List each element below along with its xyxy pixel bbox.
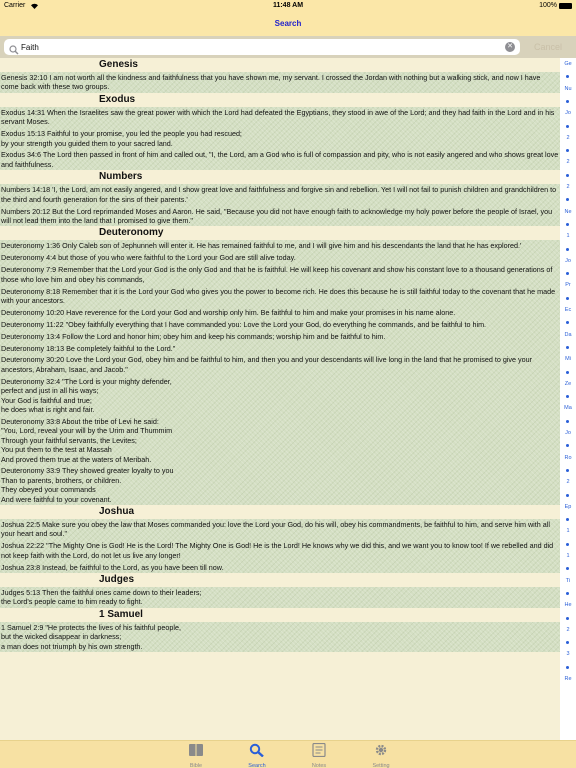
index-letter[interactable]: 1 [566,233,570,240]
index-dot[interactable] [566,444,569,447]
index-letter[interactable]: Ne [564,208,572,215]
carrier-label: Carrier [4,2,26,9]
index-dot[interactable] [566,198,569,201]
index-letter[interactable]: Ti [565,577,571,584]
verse-result[interactable]: Exodus 14:31 When the Israelites saw the great power with which the Lord had defeated the Egyptians, they stood in awe of the Lord; and they had faith in the Lord and in his servant Moses. [1,107,555,127]
index-dot[interactable] [566,100,569,103]
tab-label: Search [248,763,266,768]
index-letter[interactable]: Ep [564,503,572,510]
tab-label: Notes [311,763,327,768]
gear-icon [351,743,411,762]
verse-result[interactable]: Genesis 32:10 I am not worth all the kindness and faithfulness that you have shown me, my servant. I crossed the Jordan with nothing but a walking stick, and now I have come back with these two groups. [1,73,541,92]
index-dot[interactable] [566,666,569,669]
book-header: Deuteronomy [0,226,560,240]
index-dot[interactable] [566,420,569,423]
index-letter[interactable]: 1 [566,528,570,535]
index-letter[interactable]: Da [564,331,572,338]
index-letter[interactable]: Ma [564,405,572,412]
index-letter[interactable]: Nu [564,85,572,92]
index-letter[interactable]: Ze [564,380,572,387]
index-letter[interactable]: 3 [566,651,570,658]
verse-result[interactable]: Exodus 15:13 Faithful to your promise, you led the people you had rescued; by your strength you guided them to your sacred land. [1,129,242,148]
book-header: Numbers [0,170,560,184]
tab-bar [0,740,576,768]
verse-result[interactable]: Deuteronomy 30:20 Love the Lord your God, obey him and be faithful to him, and then you and your descendants will live long in the land that he promised to give your ancestors, Abraham, Isaac, and Jacob." [1,355,533,374]
book-header: Judges [0,573,560,587]
index-dot[interactable] [566,469,569,472]
results-list[interactable] [0,58,560,740]
index-letter[interactable]: 1 [566,553,570,559]
section-index[interactable] [560,58,576,740]
index-letter[interactable]: Pr [565,282,571,289]
index-dot[interactable] [566,149,569,152]
verse-result[interactable]: Deuteronomy 13:4 Follow the Lord and honor him; obey him and keep his commands; worship him and be faithful to him. [1,331,386,341]
search-box[interactable] [4,39,520,55]
tab-bible[interactable] [166,741,226,768]
index-dot[interactable] [566,321,569,324]
verse-result[interactable]: Deuteronomy 18:13 Be completely faithful to the Lord." [1,343,176,353]
verse-result[interactable]: Deuteronomy 33:8 About the tribe of Levi he said: "You, Lord, reveal your will by the Urim and Thummim Through your faithful servants, the Levites; You put them to the test at Massah And proved them true at the waters of Meribah. [1,416,173,464]
search-icon [227,743,287,762]
index-letter[interactable]: Mi [565,356,571,363]
book-icon [166,743,226,762]
verse-result[interactable]: Exodus 34:6 The Lord then passed in front of him and called out, "I, the Lord, am a God who is full of compassion and pity, who is not easily angered and who shows great love and faithfulness. [1,150,559,169]
verse-result[interactable]: Joshua 22:5 Make sure you obey the law that Moses commanded you: love the Lord your God, do his will, obey his commandments, be faithful to him, and serve him with all your heart and soul." [1,520,550,539]
clock: 11:48 AM [272,2,304,9]
index-letter[interactable]: 2 [566,134,570,141]
index-dot[interactable] [566,272,569,275]
index-dot[interactable] [566,174,569,177]
index-dot[interactable] [566,518,569,521]
index-letter[interactable]: 2 [566,479,570,486]
verse-group [0,107,560,170]
index-dot[interactable] [566,617,569,620]
index-letter[interactable]: Jo [565,110,571,117]
verse-group [0,240,560,505]
verse-group [0,72,560,93]
verse-result[interactable]: Deuteronomy 33:9 They showed greater loyalty to you Than to parents, brothers, or children. They obeyed your commands And were faithful to your covenant. [1,466,174,504]
index-dot[interactable] [566,223,569,226]
verse-result[interactable]: Deuteronomy 11:22 "Obey faithfully everything that I have commanded you: Love the Lord your God, do everything he commands, and be faithful to him. [1,319,487,329]
index-dot[interactable] [566,395,569,398]
index-letter[interactable]: Jo [565,430,571,436]
tab-label: Bible [189,763,203,768]
verse-group [0,587,560,608]
search-row [0,36,576,58]
index-dot[interactable] [566,346,569,349]
tab-label: Setting [372,763,390,768]
index-letter[interactable]: He [564,602,572,609]
book-header: Exodus [0,93,560,107]
verse-result[interactable]: Numbers 20:12 But the Lord reprimanded Moses and Aaron. He said, "Because you did not have enough faith to acknowledge my holy power before the people of Israel, you will not lead them into the land that I promised to give them." [1,206,553,225]
book-header: Genesis [0,58,560,72]
index-dot[interactable] [566,592,569,595]
book-header: Joshua [0,505,560,519]
tab-search[interactable] [227,741,287,768]
tab-notes[interactable] [289,741,349,768]
verse-group [0,184,560,226]
index-letter[interactable]: Ge [564,61,572,67]
status-bar [0,0,576,12]
book-header: 1 Samuel [0,608,560,622]
verse-result[interactable]: Deuteronomy 1:36 Only Caleb son of Jephunneh will enter it. He has remained faithful to me, and I will give him and his descendants the land that he has explored.' [1,241,522,251]
index-letter[interactable]: Re [564,676,572,682]
verse-result[interactable]: Deuteronomy 4:4 but those of you who were faithful to the Lord your God are still alive today. [1,253,296,263]
index-letter[interactable]: 2 [566,184,570,190]
verse-result[interactable]: Deuteronomy 8:18 Remember that it is the Lord your God who gives you the power to become rich. He does this because he is still faithful today to the covenant that he made with your ancestors. [1,286,556,305]
tab-setting[interactable] [351,741,411,768]
index-dot[interactable] [566,641,569,644]
verse-result[interactable]: Judges 5:13 Then the faithful ones came down to their leaders; the Lord's people came to him ready to fight. [1,588,202,607]
search-input[interactable] [21,40,491,54]
verse-result[interactable]: 1 Samuel 2:9 "He protects the lives of his faithful people, but the wicked disappear in darkness; a man does not triumph by his own strength. [1,622,181,651]
index-letter[interactable]: Ec [564,307,572,313]
index-letter[interactable]: 2 [566,626,570,633]
verse-result[interactable]: Numbers 14:18 'I, the Lord, am not easily angered, and I show great love and faithfulness and forgive sin and rebellion. Yet I will not fail to punish children and grandchildren to the third and fourth generation for the sins of their parents.' [1,185,557,204]
verse-result[interactable]: Deuteronomy 7:9 Remember that the Lord your God is the only God and that he is faithful. He will keep his covenant and show his constant love to a thousand generations of those who love him and obey his commands, [1,265,553,284]
verse-result[interactable]: Deuteronomy 10:20 Have reverence for the Lord your God and worship only him. Be faithful to him and make your promises in his name alone. [1,307,456,317]
verse-group [0,622,560,652]
index-dot[interactable] [566,248,569,251]
index-dot[interactable] [566,494,569,497]
index-dot[interactable] [566,543,569,546]
battery-icon [559,3,572,9]
index-letter[interactable]: 2 [566,159,570,166]
index-letter[interactable]: Jo [565,257,571,264]
verse-result[interactable]: Joshua 23:8 Instead, be faithful to the Lord, as you have been till now. [1,562,224,572]
index-letter[interactable]: Ro [564,454,572,461]
cancel-button[interactable]: Cancel [533,42,562,52]
index-dot[interactable] [566,75,569,78]
index-dot[interactable] [566,297,569,300]
index-dot[interactable] [566,567,569,570]
verse-group [0,519,560,573]
battery-percent: 100% [539,2,557,9]
clear-icon[interactable]: ✕ [505,42,515,52]
verse-result[interactable]: Deuteronomy 32:4 "The Lord is your mighty defender, perfect and just in all his ways; Your God is faithful and true; he does what is right and fair. [1,376,172,414]
notes-icon [289,743,349,762]
verse-result[interactable]: Joshua 22:22 "The Mighty One is God! He is the Lord! The Mighty One is God! He is the Lord! He knows why we did this, and we want you to know too! If we rebelled and did not keep faith with the Lord, do not let us live any longer! [1,541,554,560]
page-title: Search [274,19,302,28]
index-dot[interactable] [566,125,569,128]
index-dot[interactable] [566,371,569,374]
nav-bar [0,12,576,36]
